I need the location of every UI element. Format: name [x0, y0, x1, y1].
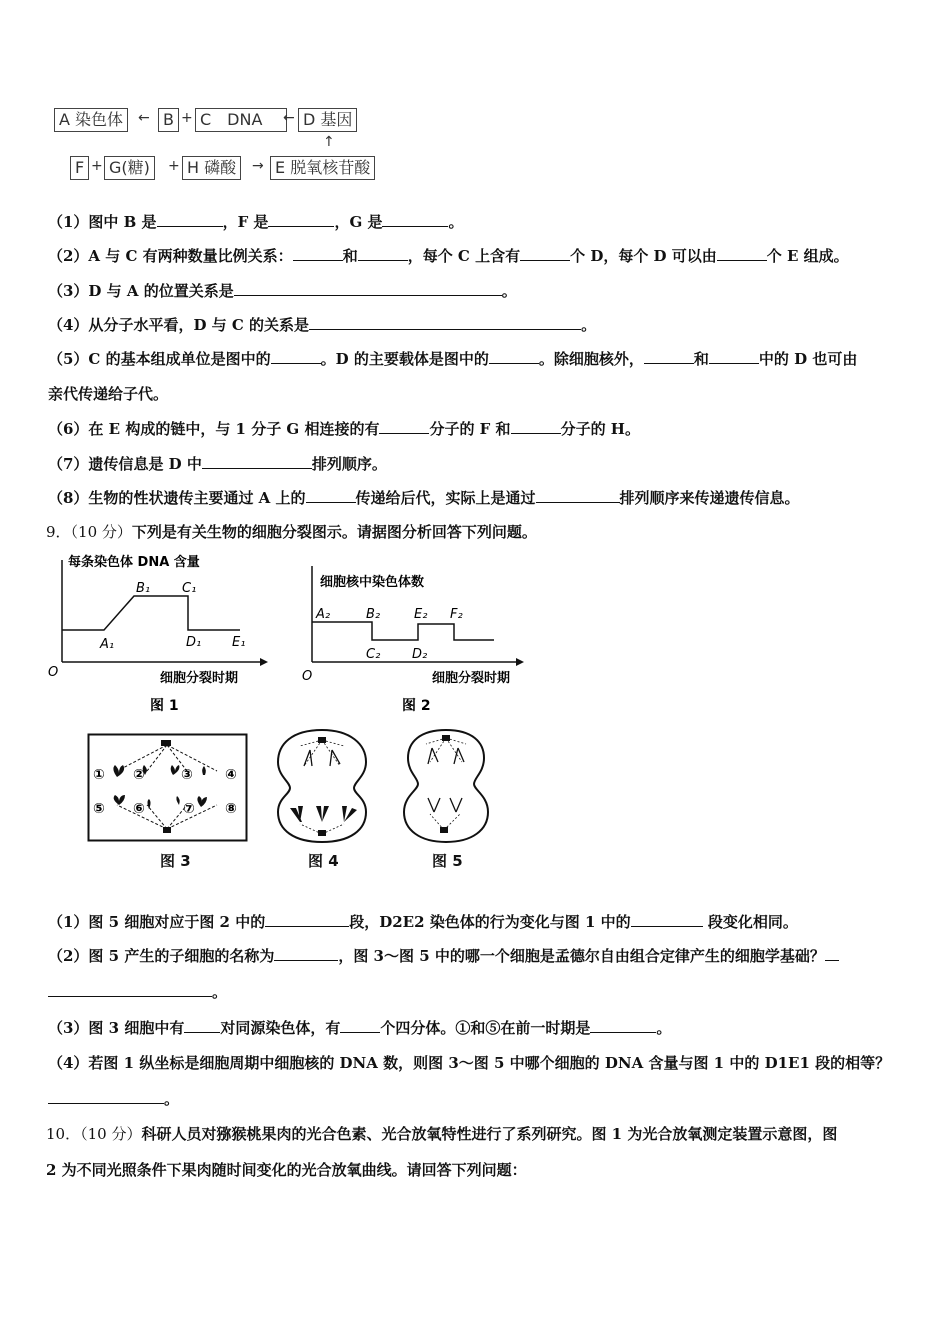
- answer-blank[interactable]: [184, 1018, 220, 1033]
- fig3-label-2: ②: [133, 767, 145, 783]
- fig1-point-d1: D₁: [186, 635, 202, 650]
- fig1-point-c1: C₁: [182, 581, 197, 596]
- text: 中的 D 也可由: [758, 350, 858, 368]
- fig3-caption: 图 3: [160, 852, 191, 870]
- text: （3）图 3 细胞中有: [48, 1019, 185, 1037]
- text: （8）生物的性状遗传主要通过 A 上的: [48, 489, 306, 507]
- answer-blank[interactable]: [293, 246, 343, 261]
- plus-2: +: [91, 158, 103, 174]
- fig2-point-a2: A₂: [316, 607, 331, 622]
- answer-blank[interactable]: [590, 1018, 656, 1033]
- fig3-label-5: ⑤: [93, 801, 105, 817]
- text: 个 E 组成。: [766, 247, 849, 265]
- q9-part2: [48, 946, 839, 966]
- answer-blank[interactable]: [271, 349, 321, 364]
- answer-blank[interactable]: [709, 349, 759, 364]
- text: （1）图 5 细胞对应于图 2 中的: [48, 913, 266, 931]
- text: 。除细胞核外，: [538, 350, 644, 368]
- box-e-nucleotide: E 脱氧核苷酸: [270, 156, 375, 180]
- q8-part4: [48, 315, 596, 335]
- q9-part1: [48, 912, 798, 932]
- fig3-label-6: ⑥: [133, 801, 145, 817]
- fig2-ylabel: 细胞核中染色体数: [320, 575, 425, 590]
- text: 排列顺序。: [311, 455, 387, 473]
- answer-blank[interactable]: [520, 246, 570, 261]
- fig3-centriole-bottom: [163, 827, 171, 833]
- question-text: 下列是有关生物的细胞分裂图示。请据图分析回答下列问题。: [131, 523, 537, 541]
- box-h-phosphate: H 磷酸: [182, 156, 241, 180]
- figure-3-cell: [87, 733, 251, 845]
- q10-line2: 2 为不同光照条件下果肉随时间变化的光合放氧曲线。请回答下列问题：: [46, 1161, 527, 1179]
- answer-blank[interactable]: [340, 1018, 380, 1033]
- text: 。: [581, 316, 597, 334]
- q10-line1: [46, 1124, 837, 1144]
- answer-blank[interactable]: [202, 454, 312, 469]
- answer-blank[interactable]: [489, 349, 539, 364]
- text: 分子的 H。: [560, 420, 640, 438]
- box-g-sugar: G(糖): [104, 156, 155, 180]
- q9-part4: （4）若图 1 纵坐标是细胞周期中细胞核的 DNA 数，则图 3～图 5 中哪个细胞的 DNA 含量与图 1 中的 D1E1 段的相等？: [48, 1054, 891, 1072]
- fig1-x-arrowhead: [260, 658, 268, 666]
- q8-part2: [48, 246, 849, 266]
- text: ，G 是: [334, 213, 383, 231]
- fig1-curve: [62, 596, 240, 630]
- box-a-chromosome: A 染色体: [54, 108, 128, 132]
- fig5-centriole-top: [442, 735, 450, 741]
- box-d-gene: D 基因: [298, 108, 357, 132]
- figure-1-chart: [42, 552, 282, 712]
- box-f: F: [70, 156, 89, 180]
- plus-3: +: [168, 158, 180, 174]
- fig1-point-e1: E₁: [232, 635, 246, 650]
- text: 和: [342, 247, 358, 265]
- arrow-up: ↑: [323, 134, 335, 150]
- figure-4-cell: [270, 726, 374, 846]
- fig2-curve: [312, 622, 494, 640]
- arrow-left-1: ←: [138, 110, 150, 126]
- text: 。: [656, 1019, 672, 1037]
- fig3-label-7: ⑦: [183, 801, 195, 817]
- arrow-left-2: ←: [283, 110, 295, 126]
- fig1-point-b1: B₁: [136, 581, 151, 596]
- fig1-origin: O: [48, 665, 59, 680]
- fig4-centriole-bottom: [318, 830, 326, 836]
- fig3-centriole-top: [161, 740, 171, 746]
- box-c-dna: C DNA: [195, 108, 287, 132]
- text: （1）图中 B 是: [48, 213, 157, 231]
- text: 个 D，每个 D 可以由: [570, 247, 717, 265]
- text: （6）在 E 构成的链中，与 1 分子 G 相连接的有: [48, 420, 380, 438]
- answer-blank[interactable]: [536, 488, 620, 503]
- fig4-caption: 图 4: [308, 852, 339, 870]
- answer-blank[interactable]: [234, 281, 502, 296]
- answer-blank[interactable]: [306, 488, 356, 503]
- fig4-centriole-top: [318, 737, 326, 743]
- fig3-label-4: ④: [225, 767, 237, 783]
- answer-blank[interactable]: [379, 419, 429, 434]
- q8-part8: [48, 488, 800, 508]
- box-b: B: [158, 108, 179, 132]
- text: （2）图 5 产生的子细胞的名称为: [48, 947, 275, 965]
- q8-part6: [48, 419, 640, 439]
- text: 排列顺序来传递遗传信息。: [619, 489, 800, 507]
- text: 。: [164, 1090, 180, 1108]
- fig2-x-arrowhead: [516, 658, 524, 666]
- fig2-point-b2: B₂: [366, 607, 381, 622]
- text: 个四分体。①和⑤在前一时期是: [380, 1019, 591, 1037]
- q8-part5: [48, 349, 857, 369]
- fig2-point-f2: F₂: [450, 607, 463, 622]
- text: 段，D2E2 染色体的行为变化与图 1 中的: [349, 913, 631, 931]
- text: 。: [448, 213, 464, 231]
- text: ，F 是: [222, 213, 269, 231]
- fig2-caption: 图 2: [402, 698, 431, 714]
- fig3-label-8: ⑧: [225, 801, 237, 817]
- text: 。: [212, 983, 228, 1001]
- text: （7）遗传信息是 D 中: [48, 455, 202, 473]
- figure-2-chart: [298, 566, 538, 726]
- fig3-label-3: ③: [181, 767, 193, 783]
- answer-blank[interactable]: [48, 982, 212, 997]
- text: 段变化相同。: [702, 913, 798, 931]
- q9-part4-cont: [48, 1089, 179, 1109]
- fig2-origin: O: [302, 669, 313, 684]
- answer-blank[interactable]: [157, 212, 223, 227]
- answer-blank[interactable]: [717, 246, 767, 261]
- text: 传递给后代，实际上是通过: [355, 489, 536, 507]
- q8-part7: [48, 454, 387, 474]
- question-number: 9．（10 分）: [46, 523, 132, 541]
- question-text: 科研人员对猕猴桃果肉的光合色素、光合放氧特性进行了系列研究。图 1 为光合放氧测定装置示意图，图: [141, 1125, 838, 1143]
- answer-blank[interactable]: [309, 315, 581, 330]
- fig1-point-a1: A₁: [100, 637, 115, 652]
- text: （3）D 与 A 的位置关系是: [48, 282, 234, 300]
- q8-part3: [48, 281, 517, 301]
- question-number: 10．（10 分）: [46, 1125, 142, 1143]
- text: 分子的 F 和: [429, 420, 511, 438]
- answer-blank[interactable]: [268, 212, 334, 227]
- text: （2）A 与 C 有两种数量比例关系：: [48, 247, 293, 265]
- fig4-membrane: [278, 730, 366, 842]
- fig3-frame: [89, 735, 247, 841]
- arrow-right: →: [252, 158, 264, 174]
- plus-1: +: [181, 110, 193, 126]
- fig3-label-1: ①: [93, 767, 105, 783]
- text: （5）C 的基本组成单位是图中的: [48, 350, 271, 368]
- q8-part5-cont: 亲代传递给子代。: [48, 385, 169, 403]
- answer-blank[interactable]: [511, 419, 561, 434]
- fig5-centriole-bottom: [440, 827, 448, 833]
- answer-blank[interactable]: [644, 349, 694, 364]
- fig2-point-c2: C₂: [366, 647, 381, 662]
- fig5-caption: 图 5: [432, 852, 463, 870]
- answer-blank[interactable]: [358, 246, 408, 261]
- text: 。D 的主要载体是图中的: [320, 350, 489, 368]
- fig1-caption: 图 1: [150, 698, 179, 712]
- q9-heading: [46, 522, 537, 542]
- figure-5-cell: [396, 726, 496, 846]
- text: 和: [693, 350, 709, 368]
- text: 。: [501, 282, 517, 300]
- fig1-ylabel: 每条染色体 DNA 含量: [68, 555, 200, 570]
- fig5-membrane: [404, 730, 488, 842]
- answer-blank[interactable]: [274, 946, 338, 961]
- text: （4）从分子水平看，D 与 C 的关系是: [48, 316, 310, 334]
- text: ，每个 C 上含有: [407, 247, 521, 265]
- q9-part3: [48, 1018, 671, 1038]
- answer-blank[interactable]: [825, 946, 839, 961]
- fig1-xlabel: 细胞分裂时期: [160, 671, 239, 686]
- fig2-xlabel: 细胞分裂时期: [432, 671, 511, 686]
- answer-blank[interactable]: [265, 912, 349, 927]
- answer-blank[interactable]: [631, 912, 703, 927]
- text: 对同源染色体，有: [220, 1019, 341, 1037]
- answer-blank[interactable]: [48, 1089, 164, 1104]
- text: ，图 3～图 5 中的哪一个细胞是孟德尔自由组合定律产生的细胞学基础？: [338, 947, 825, 965]
- fig2-point-e2: E₂: [414, 607, 428, 622]
- q8-part1: [48, 212, 464, 232]
- fig2-point-d2: D₂: [412, 647, 428, 662]
- q9-part2-cont: [48, 982, 227, 1002]
- answer-blank[interactable]: [382, 212, 448, 227]
